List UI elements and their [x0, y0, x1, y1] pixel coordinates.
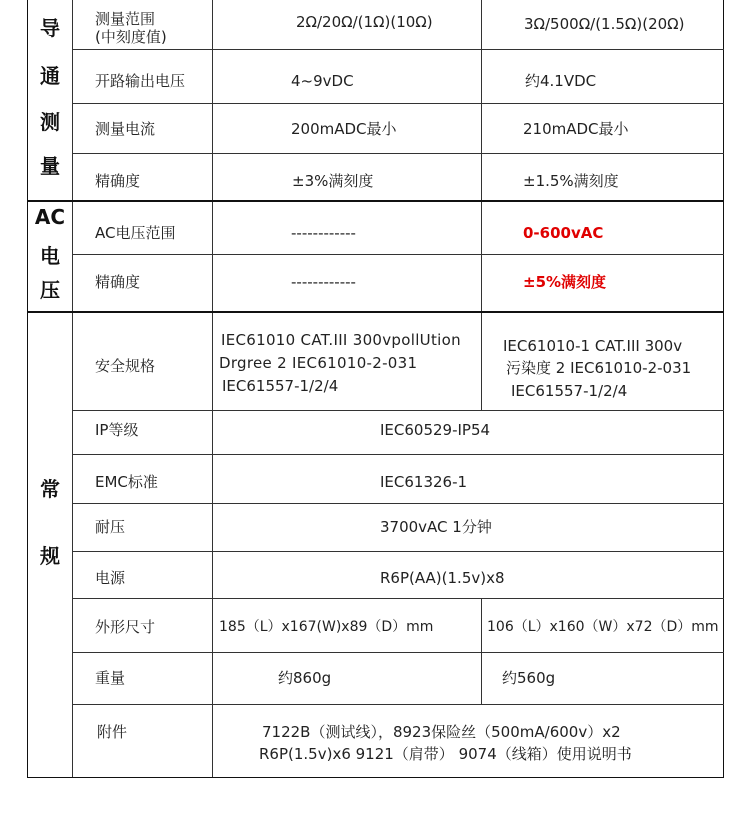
- row-line: [72, 49, 724, 50]
- row-label-weight: 重量: [95, 669, 126, 687]
- safety-right-line: IEC61557-1/2/4: [511, 382, 628, 400]
- model-divider-top: [481, 0, 482, 410]
- row-label-power: 电源: [95, 569, 126, 587]
- section-line: [27, 311, 724, 313]
- row-label-safety: 安全规格: [95, 357, 156, 375]
- category-conduction-char: 导: [40, 16, 60, 40]
- current-right-value: 210mADC最小: [523, 120, 629, 138]
- row-label-range-sub: (中刻度值): [95, 28, 167, 46]
- row-label-dimensions: 外形尺寸: [95, 618, 156, 636]
- ac-range-right-value: 0-600vAC: [523, 224, 604, 242]
- category-ac-char: AC: [34, 205, 66, 229]
- row-label-open-voltage: 开路输出电压: [95, 72, 186, 90]
- row-line: [72, 153, 724, 154]
- table-border-bottom: [27, 777, 724, 778]
- range-right-value: 3Ω/500Ω/(1.5Ω)(20Ω): [524, 15, 685, 33]
- row-line: [72, 598, 724, 599]
- current-left-value: 200mADC最小: [291, 120, 397, 138]
- category-conduction-char: 通: [40, 64, 60, 88]
- ip-value: IEC60529-IP54: [380, 421, 491, 439]
- row-line: [72, 454, 724, 455]
- ac-accuracy-left-value: ------------: [291, 273, 356, 291]
- row-label-emc: EMC标准: [95, 473, 158, 491]
- category-general-char: 规: [40, 544, 60, 568]
- row-line: [72, 652, 724, 653]
- row-label-ac-accuracy: 精确度: [95, 273, 141, 291]
- weight-right-value: 约560g: [502, 669, 556, 687]
- accuracy-right-value: ±1.5%满刻度: [523, 172, 619, 190]
- accessories-line: 7122B（测试线），8923保险丝（500mA/600v）x2: [262, 723, 621, 741]
- range-left-value: 2Ω/20Ω/(1Ω)(10Ω): [296, 13, 433, 31]
- open-voltage-right-value: 约4.1VDC: [525, 72, 597, 90]
- dimensions-left-value: 185（L）x167(W)x89（D）mm: [219, 619, 434, 635]
- row-line: [72, 410, 724, 411]
- row-label-ip: IP等级: [95, 421, 139, 439]
- category-conduction-char: 测: [40, 110, 60, 134]
- row-label-accuracy: 精确度: [95, 172, 141, 190]
- emc-value: IEC61326-1: [380, 473, 468, 491]
- row-label-range: 测量范围: [95, 10, 156, 28]
- table-border-right: [723, 0, 724, 778]
- accessories-line: R6P(1.5v)x6 9121（肩带） 9074（线箱）使用说明书: [259, 745, 632, 763]
- row-label-current: 测量电流: [95, 120, 156, 138]
- safety-right-line: 污染度 2 IEC61010-2-031: [506, 359, 692, 377]
- category-ac-char: 压: [40, 278, 60, 302]
- row-label-accessories: 附件: [97, 723, 128, 741]
- row-line: [72, 503, 724, 504]
- category-conduction-char: 量: [40, 154, 60, 178]
- ac-range-left-value: ------------: [291, 224, 356, 242]
- open-voltage-left-value: 4~9vDC: [291, 72, 354, 90]
- dimensions-right-value: 106（L）x160（W）x72（D）mm: [487, 619, 719, 635]
- power-value: R6P(AA)(1.5v)x8: [380, 569, 505, 587]
- category-ac-char: 电: [40, 244, 60, 268]
- safety-left-line: IEC61010 CAT.III 300vpollUtion: [221, 331, 461, 349]
- row-label-withstand: 耐压: [95, 518, 126, 536]
- safety-left-line: IEC61557-1/2/4: [222, 377, 339, 395]
- safety-right-line: IEC61010-1 CAT.III 300v: [503, 337, 683, 355]
- accuracy-left-value: ±3%满刻度: [292, 172, 374, 190]
- category-divider: [72, 0, 73, 778]
- section-line: [27, 200, 724, 202]
- row-label-ac-range: AC电压范围: [95, 224, 176, 242]
- ac-accuracy-right-value: ±5%满刻度: [523, 273, 607, 291]
- safety-left-line: Drgree 2 IEC61010-2-031: [219, 354, 418, 372]
- weight-left-value: 约860g: [278, 669, 332, 687]
- label-divider: [212, 0, 213, 778]
- model-divider-bottom: [481, 598, 482, 704]
- row-line: [72, 551, 724, 552]
- row-line: [72, 254, 724, 255]
- row-line: [72, 103, 724, 104]
- row-line: [72, 704, 724, 705]
- category-general-char: 常: [40, 477, 60, 501]
- withstand-value: 3700vAC 1分钟: [380, 518, 492, 536]
